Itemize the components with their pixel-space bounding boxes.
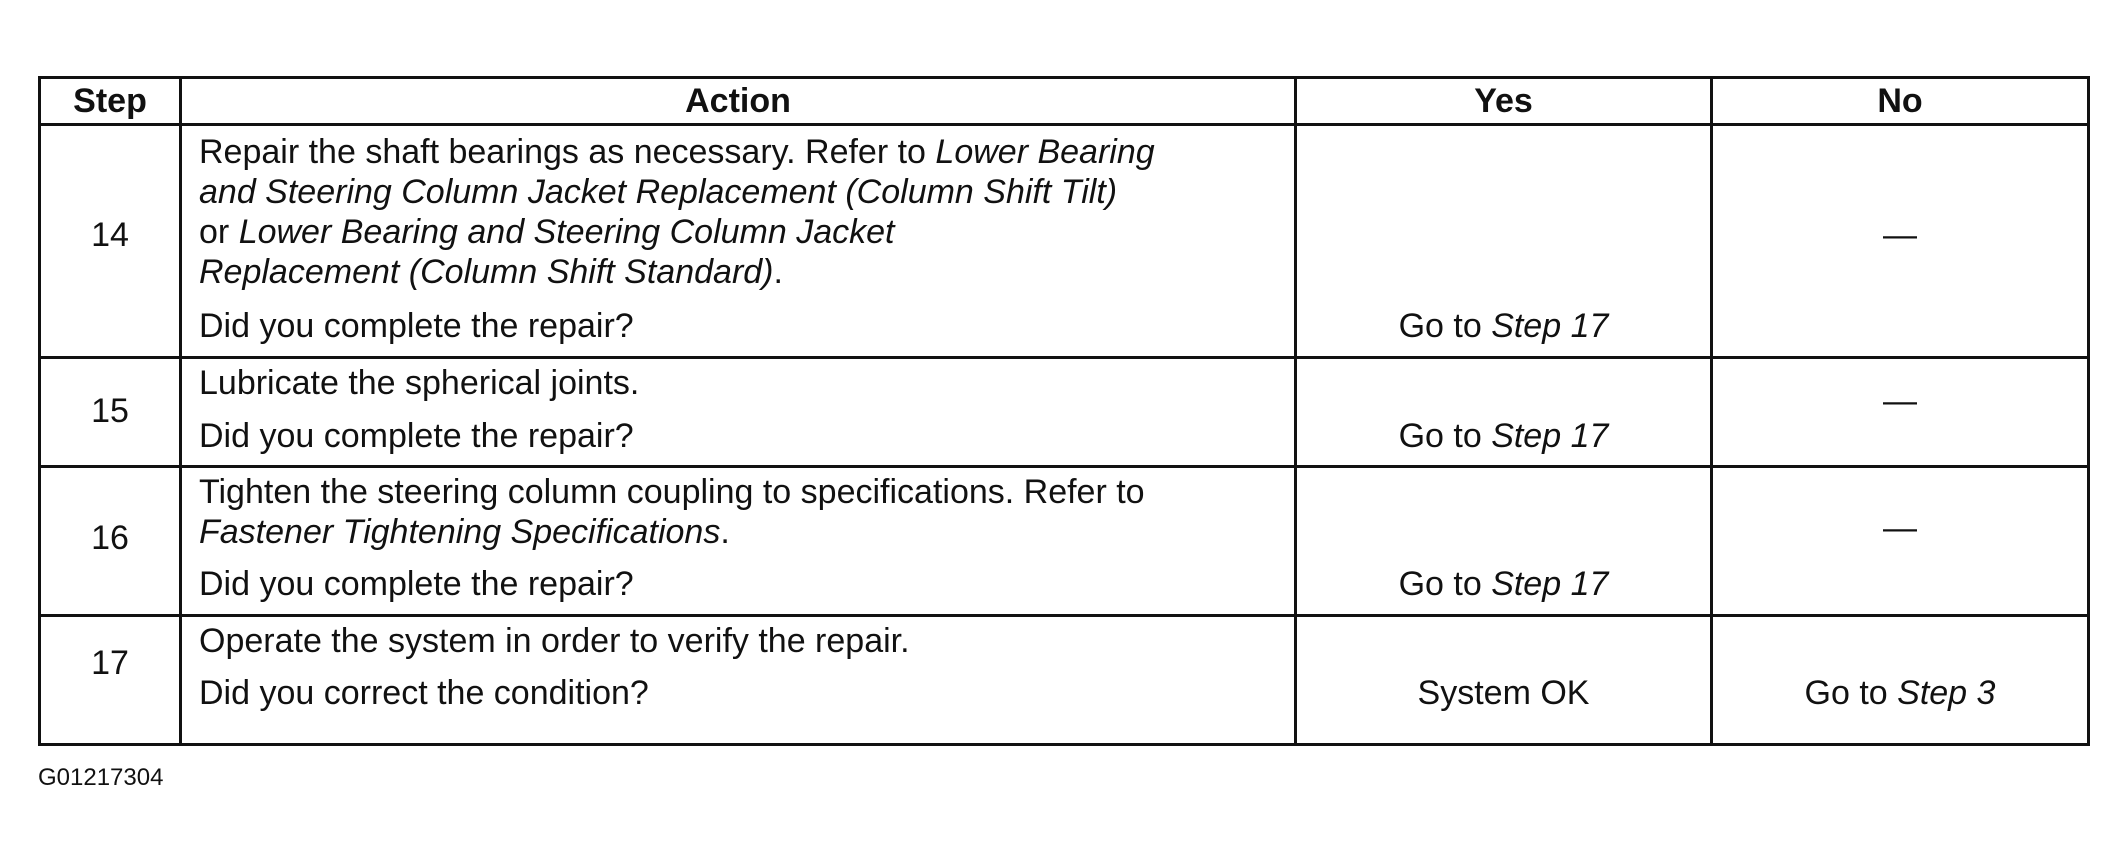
figure-id: G01217304 bbox=[38, 764, 164, 791]
step-number: 14 bbox=[91, 216, 129, 254]
action-line bbox=[199, 212, 1289, 252]
action-text bbox=[199, 472, 1289, 552]
diagnostic-table bbox=[38, 76, 2090, 746]
action-line bbox=[199, 132, 1289, 172]
action-line bbox=[199, 172, 1289, 212]
reference-link[interactable]: Lower Bearing and Steering Column Jacket bbox=[238, 213, 895, 251]
reference-link[interactable]: Lower Bearing bbox=[935, 133, 1155, 171]
no-prefix: Go to bbox=[1804, 674, 1898, 712]
action-question: Did you complete the repair? bbox=[199, 307, 634, 345]
yes-result bbox=[1297, 416, 1710, 456]
yes-text: System OK bbox=[1417, 674, 1590, 712]
yes-result bbox=[1297, 673, 1710, 713]
action-line bbox=[199, 252, 1289, 292]
step-number: 16 bbox=[91, 519, 129, 557]
no-step-link[interactable]: Step 3 bbox=[1897, 674, 1996, 712]
reference-link[interactable]: Replacement (Column Shift Standard) bbox=[199, 253, 774, 291]
action-question: Did you correct the condition? bbox=[199, 674, 649, 712]
action-question: Did you complete the repair? bbox=[199, 417, 634, 455]
reference-link[interactable]: and Steering Column Jacket Replacement (Column Shift Tilt) bbox=[199, 173, 1118, 211]
no-result bbox=[1713, 673, 2087, 713]
no-result: — bbox=[1883, 216, 1917, 254]
yes-step-link[interactable]: Step 17 bbox=[1491, 417, 1609, 455]
table-row bbox=[41, 359, 2087, 465]
table-row bbox=[41, 617, 2087, 743]
yes-step-link[interactable]: Step 17 bbox=[1491, 307, 1609, 345]
yes-prefix: Go to bbox=[1398, 307, 1492, 345]
yes-result bbox=[1297, 564, 1710, 604]
action-text bbox=[199, 132, 1289, 292]
no-result: — bbox=[1883, 382, 1917, 420]
action-text-run: Lubricate the spherical joints. bbox=[199, 364, 640, 402]
header-step: Step bbox=[73, 82, 147, 120]
action-text-run: Tighten the steering column coupling to specifications. Refer to bbox=[199, 473, 1145, 511]
action-text bbox=[199, 363, 1289, 403]
yes-prefix: Go to bbox=[1398, 417, 1492, 455]
action-question: Did you complete the repair? bbox=[199, 565, 634, 603]
action-line bbox=[199, 472, 1289, 512]
table-row bbox=[41, 126, 2087, 356]
reference-link[interactable]: Fastener Tightening Specifications bbox=[199, 513, 721, 551]
step-number: 17 bbox=[91, 644, 129, 682]
action-text-run: . bbox=[720, 513, 730, 551]
action-line bbox=[199, 363, 1289, 403]
action-line bbox=[199, 512, 1289, 552]
header-yes: Yes bbox=[1474, 82, 1533, 120]
header-no: No bbox=[1877, 82, 1923, 120]
yes-step-link[interactable]: Step 17 bbox=[1491, 565, 1609, 603]
table-row bbox=[41, 468, 2087, 614]
action-text-run: Repair the shaft bearings as necessary. Refer to bbox=[199, 133, 936, 171]
yes-result bbox=[1297, 306, 1710, 346]
no-result: — bbox=[1883, 509, 1917, 547]
action-text-run: or bbox=[199, 213, 239, 251]
action-line bbox=[199, 621, 1289, 661]
step-number: 15 bbox=[91, 392, 129, 430]
yes-prefix: Go to bbox=[1398, 565, 1492, 603]
action-text-run: . bbox=[773, 253, 783, 291]
header-action: Action bbox=[685, 82, 791, 120]
action-text bbox=[199, 621, 1289, 661]
action-text-run: Operate the system in order to verify the repair. bbox=[199, 622, 910, 660]
